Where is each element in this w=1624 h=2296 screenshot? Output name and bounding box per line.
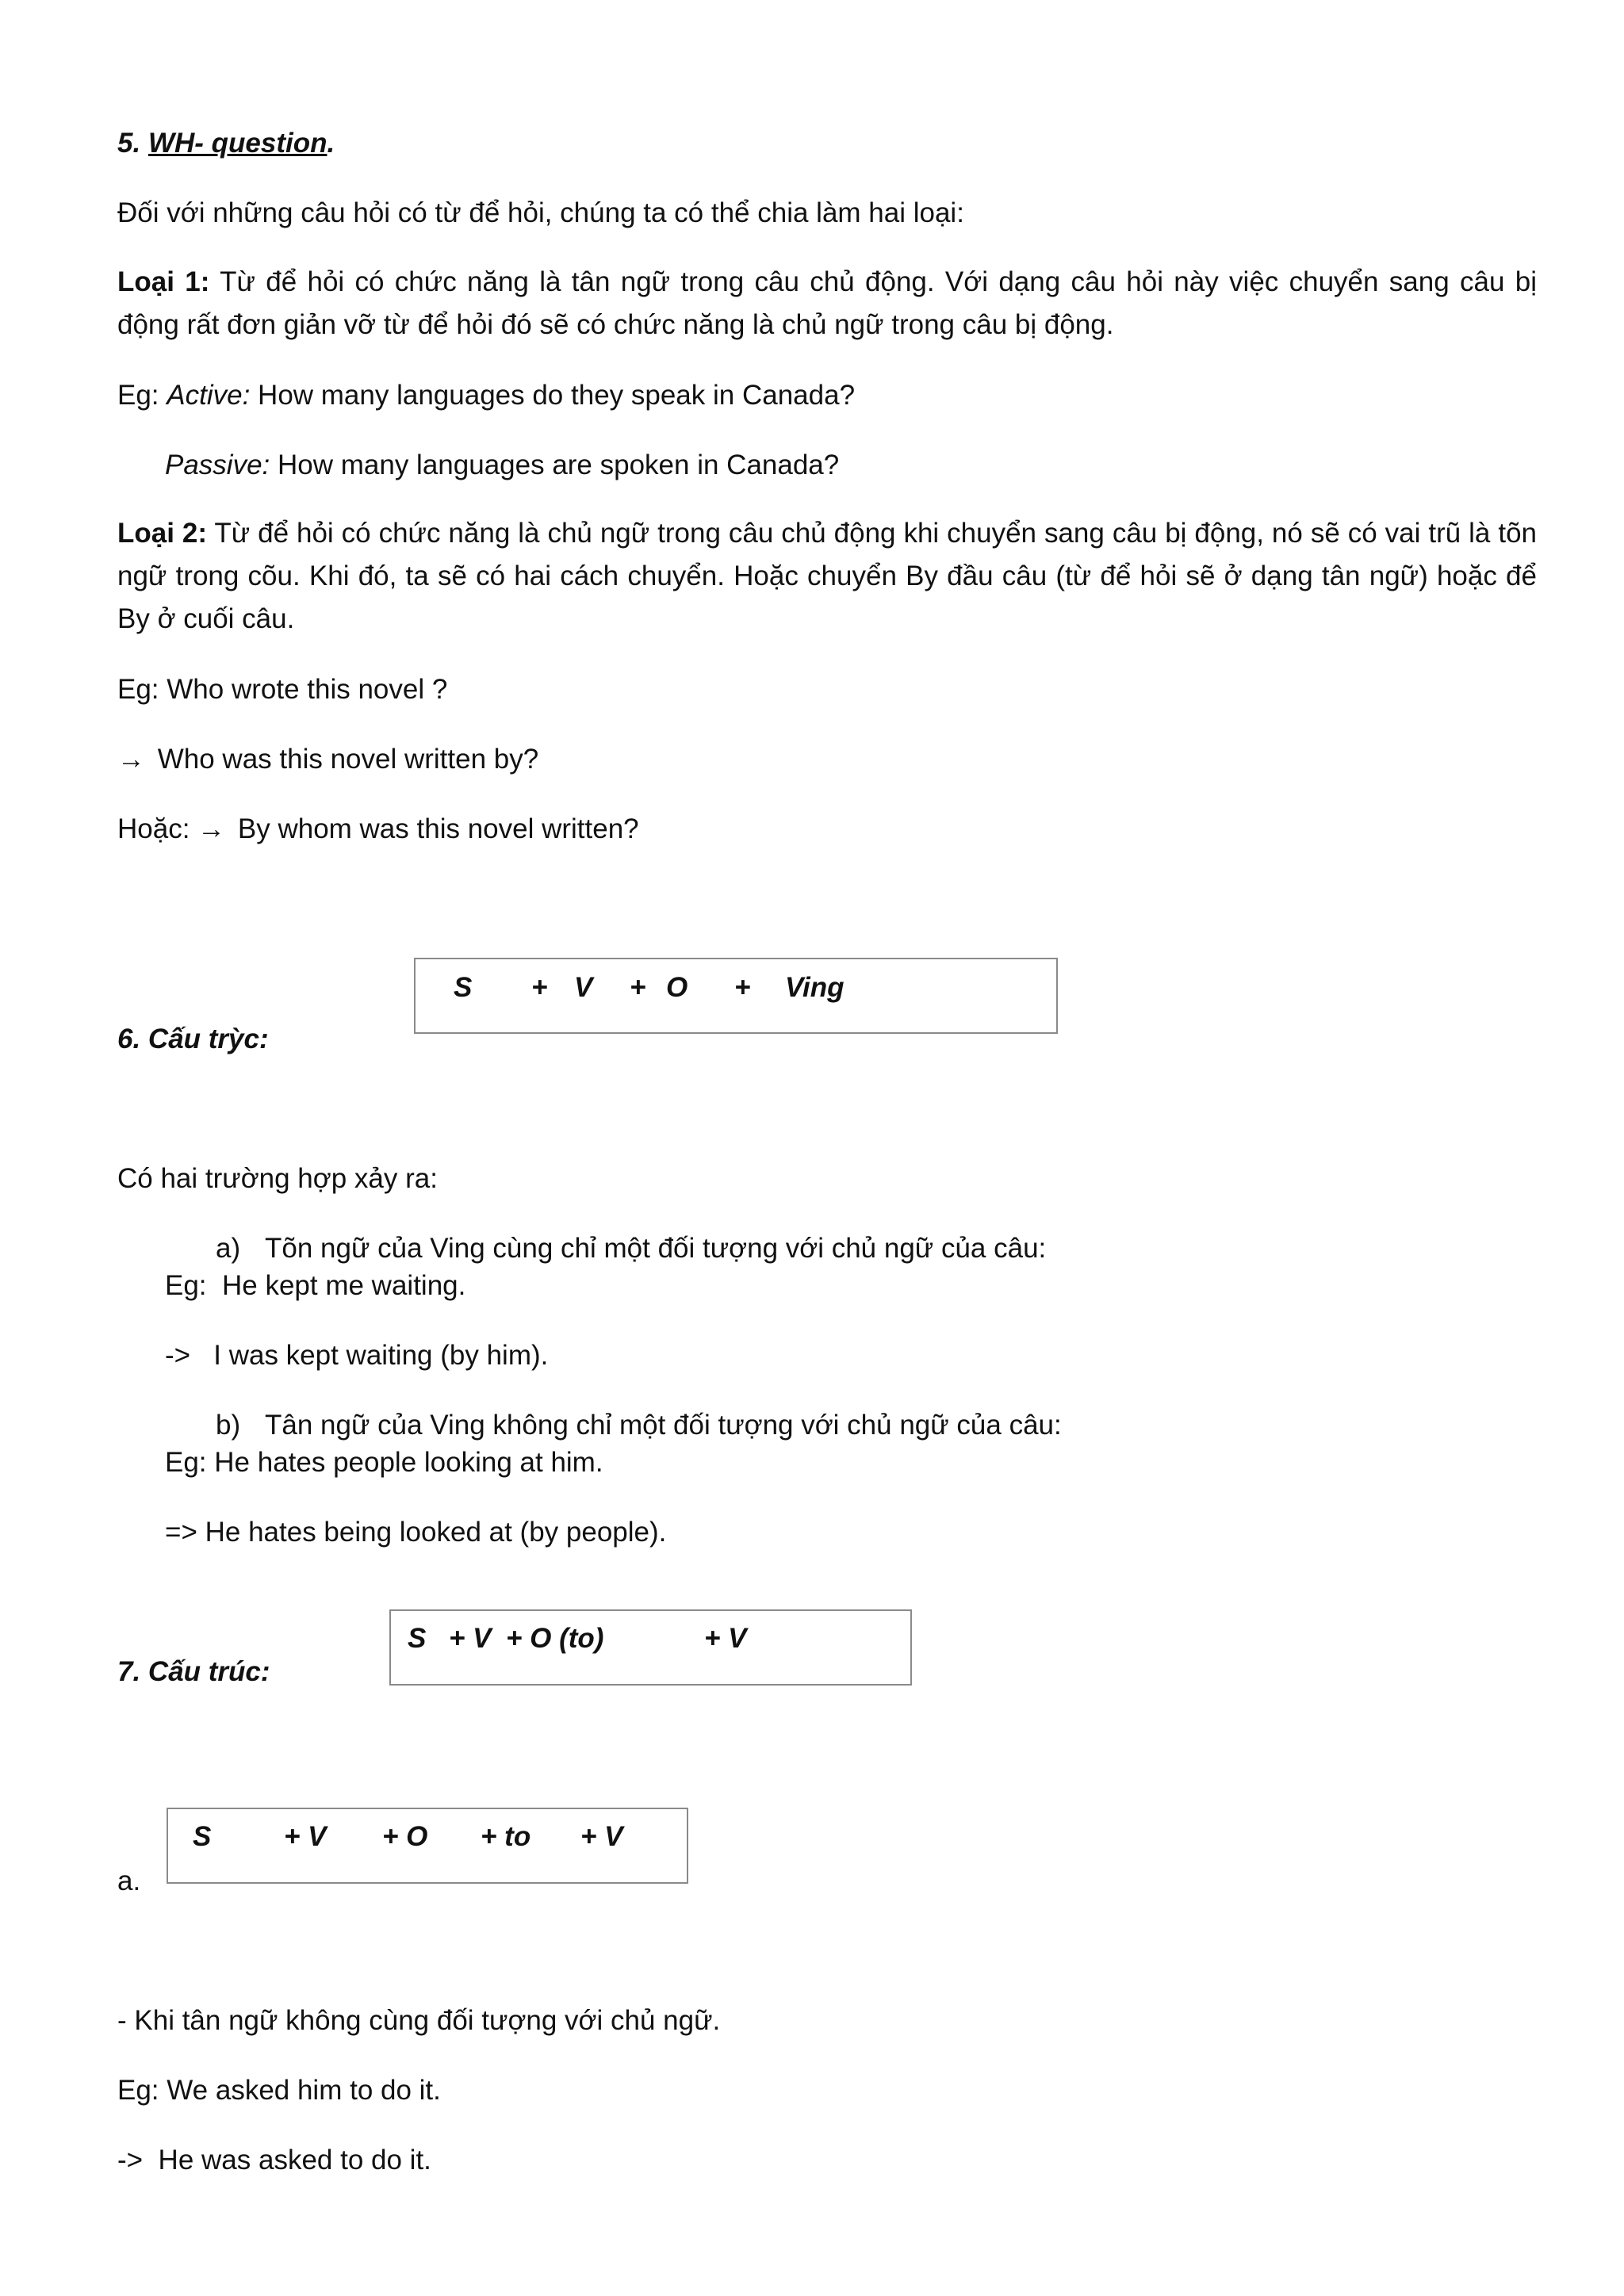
case-b-marker: b) <box>216 1410 241 1441</box>
section-6-intro: Có hai trường hợp xảy ra: <box>117 1163 438 1194</box>
section-7-heading: 7. Cấu trúc: <box>117 1656 270 1687</box>
section-7-example: Eg: We asked him to do it. <box>117 2075 441 2106</box>
example-2-question: Eg: Who wrote this novel ? <box>117 674 448 705</box>
sub-a-label: a. <box>117 1866 141 1896</box>
result-2-text: By whom was this novel written? <box>230 813 639 844</box>
section-5-dot: . <box>327 128 335 159</box>
formula-7a-s: S <box>193 1821 212 1852</box>
formula-7-o-to: + O (to) <box>506 1623 604 1654</box>
case-a-heading <box>216 1227 240 1270</box>
section-5-title: WH- question <box>147 128 327 159</box>
example-2-result-2 <box>117 808 639 851</box>
formula-6-v: V <box>574 972 593 1003</box>
or-label: Hoặc: <box>117 813 198 844</box>
example-2-result-1 <box>117 738 538 781</box>
case-b-text: Tân ngữ của Ving không chỉ một đối tượng với chủ ngữ của câu: <box>265 1410 1062 1441</box>
result-1-text: Who was this novel written by? <box>150 744 539 775</box>
formula-7a-v: + V <box>284 1821 327 1852</box>
case-a-text: Tõn ngữ của Ving cùng chỉ một đối tượng với chủ ngữ của câu: <box>265 1233 1047 1264</box>
formula-7-v: + V <box>449 1623 492 1654</box>
loai-1-text: Từ để hỏi có chức năng là tân ngữ trong câu chủ động. Với dạng câu hỏi này việc chuyển sang câu bị động rất đơn giản vỡ từ để hỏi đó sẽ có chức năng là chủ ngữ trong câu bị động. <box>117 266 1538 340</box>
passive-label: Passive: <box>165 450 270 480</box>
formula-6-plus: + <box>531 972 548 1003</box>
active-sentence: How many languages do they speak in Canada? <box>250 380 856 411</box>
case-a-result: -> I was kept waiting (by him). <box>165 1340 549 1371</box>
active-label: Active: <box>167 380 251 411</box>
formula-7-s: S <box>408 1623 427 1654</box>
formula-6-s: S <box>454 972 473 1003</box>
passive-sentence: How many languages are spoken in Canada? <box>270 450 840 480</box>
section-5-intro: Đối với những câu hỏi có từ để hỏi, chúng ta có thể chia làm hai loại: <box>117 197 964 228</box>
case-b-result: => He hates being looked at (by people). <box>165 1517 667 1548</box>
example-1-active <box>117 374 855 417</box>
formula-6-o: O <box>666 972 688 1003</box>
formula-6-plus: + <box>734 972 751 1003</box>
arrow-right-icon: → <box>197 813 226 844</box>
case-a-marker: a) <box>216 1233 241 1264</box>
section-5-number: 5. <box>117 128 141 159</box>
formula-7a-v2: + V <box>580 1821 623 1852</box>
formula-6-ving: Ving <box>785 972 845 1003</box>
section-6-heading: 6. Cấu trỳc: <box>117 1024 269 1054</box>
case-b-heading <box>216 1404 240 1447</box>
case-a-example: Eg: He kept me waiting. <box>165 1270 466 1301</box>
case-b-example: Eg: He hates people looking at him. <box>165 1447 603 1478</box>
loai-1-label: Loại 1: <box>117 266 210 297</box>
formula-7-v2: + V <box>704 1623 747 1654</box>
arrow-right-icon: → <box>117 744 145 775</box>
formula-7a-o: + O <box>382 1821 428 1852</box>
loai-1-paragraph <box>117 261 1537 346</box>
loai-2-paragraph <box>117 512 1537 641</box>
formula-6-plus: + <box>630 972 646 1003</box>
loai-2-label: Loại 2: <box>117 518 208 549</box>
eg-prefix: Eg: <box>117 380 167 411</box>
formula-7a-to: + to <box>481 1821 531 1852</box>
loai-2-text: Từ để hỏi có chức năng là chủ ngữ trong câu chủ động khi chuyển sang câu bị động, nó sẽ có vai trũ là tõn ngữ trong cõu. Khi đó, ta sẽ có hai cách chuyển. Hoặc chuyển By đầu câu (từ để hỏi sẽ ở dạng tân ngữ) hoặc để By ở cuối câu. <box>117 518 1537 634</box>
section-7-result: -> He was asked to do it. <box>117 2145 431 2175</box>
section-5-heading <box>117 122 335 165</box>
example-1-passive <box>165 444 839 487</box>
section-7-note: - Khi tân ngữ không cùng đối tượng với chủ ngữ. <box>117 2005 721 2036</box>
